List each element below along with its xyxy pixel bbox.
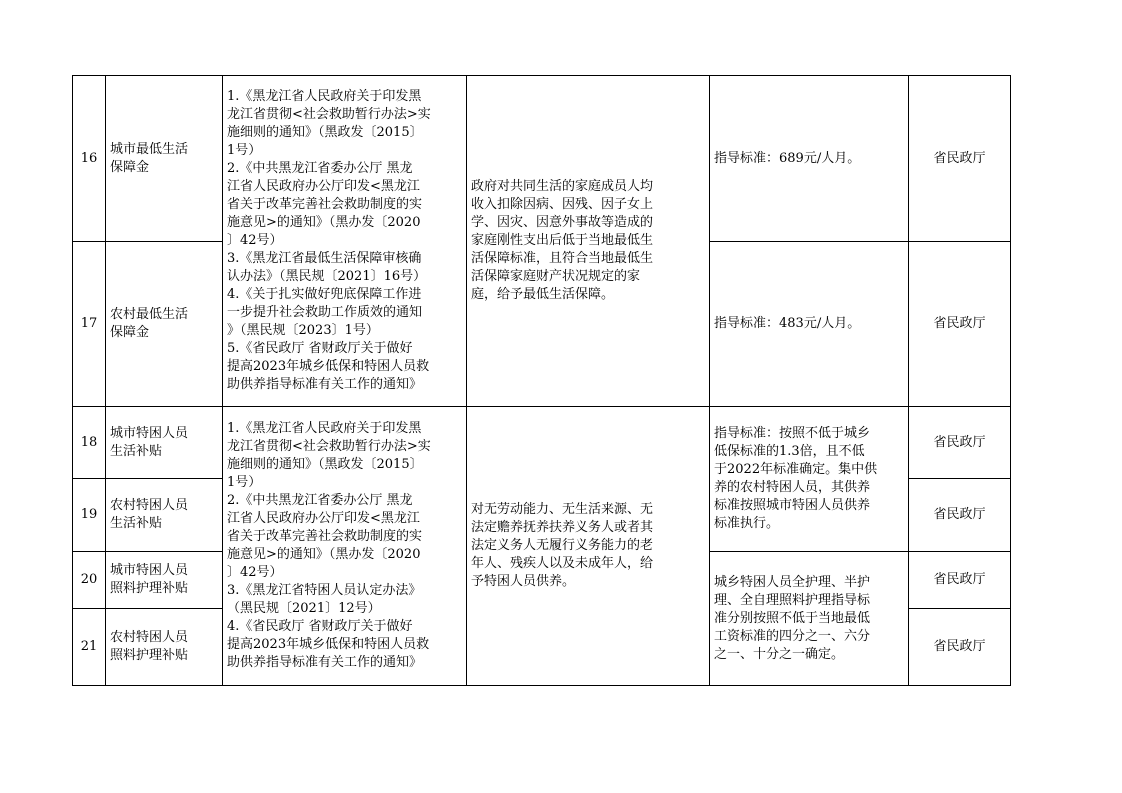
standard-cell: 指导标准：按照不低于城乡 低保标准的1.3倍，且不低 于2022年标准确定。集中供 养的农村特困人员，其供养 标准按照城市特困人员供养 标准执行。: [710, 407, 909, 552]
row-number: 18: [73, 407, 106, 479]
department-cell: 省民政厅: [909, 609, 1011, 686]
item-name: 农村特困人员 照料护理补贴: [106, 609, 223, 686]
policy-table: [72, 75, 1011, 686]
standard-cell: 指导标准：483元/人月。: [710, 242, 909, 407]
item-name: 农村最低生活 保障金: [106, 242, 223, 407]
eligibility-cell: 政府对共同生活的家庭成员人均 收入扣除因病、因残、因子女上 学、因灾、因意外事故等造成的 家庭刚性支出后低于当地最低生 活保障标准，且符合当地最低生 活保障家庭财产状况规定的家 庭，给予最低生活保障。: [467, 76, 710, 407]
table-row: [73, 76, 1011, 242]
table-row: [73, 407, 1011, 479]
row-number: 19: [73, 479, 106, 552]
row-number: 20: [73, 552, 106, 609]
row-number: 16: [73, 76, 106, 242]
department-cell: 省民政厅: [909, 242, 1011, 407]
row-number: 17: [73, 242, 106, 407]
item-name: 城市特困人员 生活补贴: [106, 407, 223, 479]
item-name: 农村特困人员 生活补贴: [106, 479, 223, 552]
policy-basis-cell: 1.《黑龙江省人民政府关于印发黑 龙江省贯彻<社会救助暂行办法>实 施细则的通知》（黑政发〔2015〕 1号） 2.《中共黑龙江省委办公厅 黑龙 江省人民政府办公厅印发<黑龙江 省关于改革完善社会救助制度的实 施意见>的通知》（黑办发〔2020 〕42号） 3.《黑龙江省最低生活保障审核确 认办法》（黑民规〔2021〕16号） 4.《关于扎实做好兜底保障工作进 一步提升社会救助工作质效的通知 》（黑民规〔2023〕1号） 5.《省民政厅 省财政厅关于做好 提高2023年城乡低保和特困人员救 助供养指导标准有关工作的通知》: [223, 76, 467, 407]
item-name: 城市最低生活 保障金: [106, 76, 223, 242]
policy-basis-cell: 1.《黑龙江省人民政府关于印发黑 龙江省贯彻<社会救助暂行办法>实 施细则的通知》（黑政发〔2015〕 1号） 2.《中共黑龙江省委办公厅 黑龙 江省人民政府办公厅印发<黑龙江 省关于改革完善社会救助制度的实 施意见>的通知》（黑办发〔2020 〕42号） 3.《黑龙江省特困人员认定办法》 （黑民规〔2021〕12号） 4.《省民政厅 省财政厅关于做好 提高2023年城乡低保和特困人员救 助供养指导标准有关工作的通知》: [223, 407, 467, 686]
department-cell: 省民政厅: [909, 407, 1011, 479]
department-cell: 省民政厅: [909, 479, 1011, 552]
eligibility-cell: 对无劳动能力、无生活来源、无 法定赡养抚养扶养义务人或者其 法定义务人无履行义务能力的老 年人、残疾人以及未成年人，给 予特困人员供养。: [467, 407, 710, 686]
item-name: 城市特困人员 照料护理补贴: [106, 552, 223, 609]
standard-cell: 城乡特困人员全护理、半护 理、全自理照料护理指导标 准分别按照不低于当地最低 工资标准的四分之一、六分 之一、十分之一确定。: [710, 552, 909, 686]
row-number: 21: [73, 609, 106, 686]
standard-cell: 指导标准：689元/人月。: [710, 76, 909, 242]
department-cell: 省民政厅: [909, 76, 1011, 242]
department-cell: 省民政厅: [909, 552, 1011, 609]
